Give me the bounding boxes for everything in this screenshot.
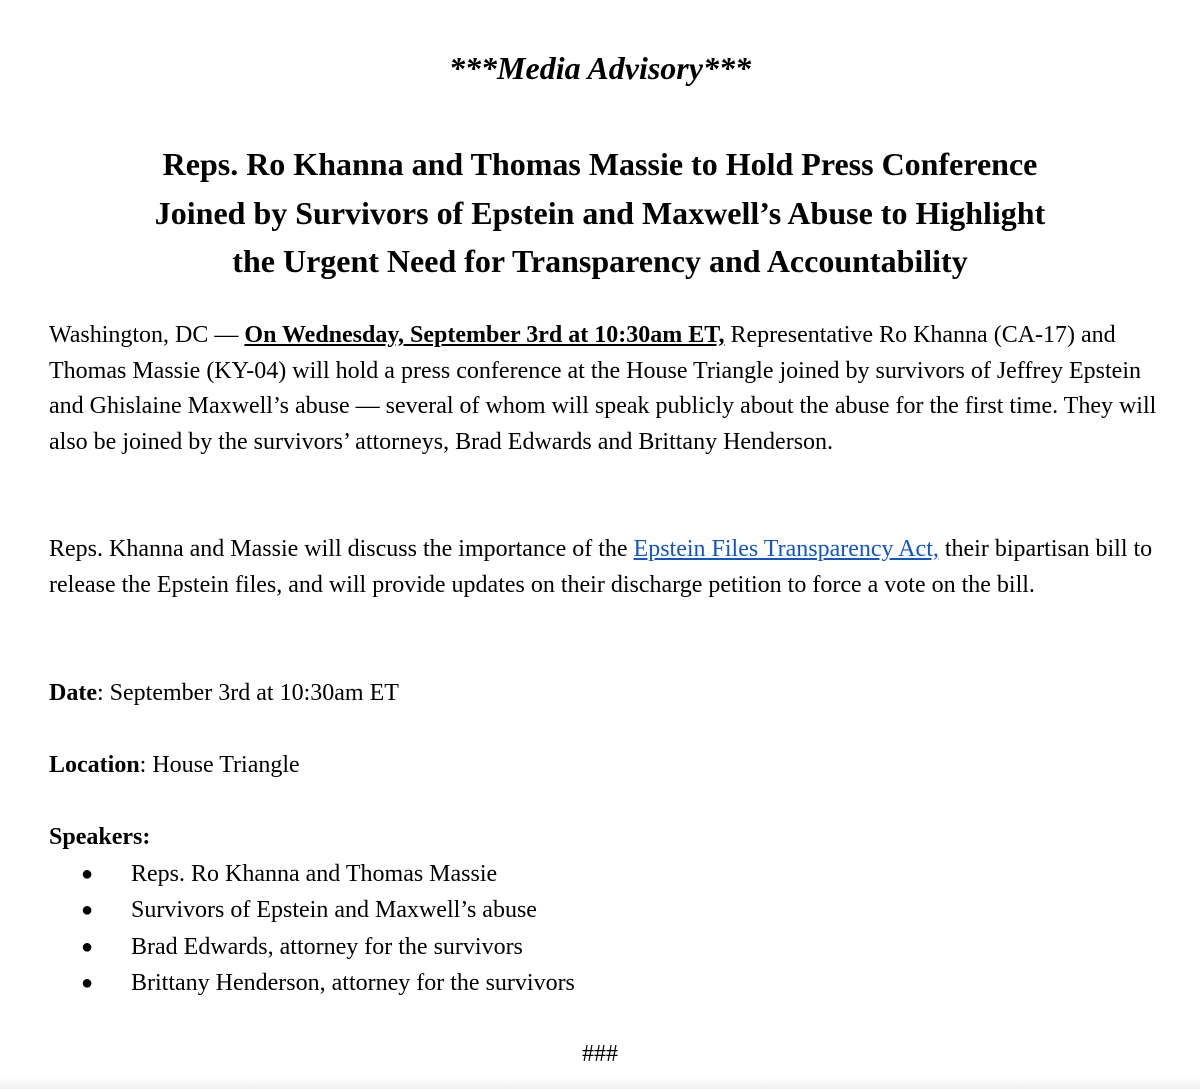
speakers-heading [49,820,1159,856]
date-line [49,676,1159,712]
intro-body: Representative Ro Khanna (CA-17) and Thomas Massie (KY-04) will hold a press conference at the House Triangle joined by survivors of Jeffrey Epstein and Ghislaine Maxwell’s abuse — several of whom will speak publicly about the abuse for the first time. They will also be joined by the survivors’ attorneys, Brad Edwards and Brittany Henderson. [49,322,1157,455]
epstein-files-act-link[interactable]: Epstein Files Transparency Act, [633,536,939,562]
location-value: : House Triangle [139,752,300,778]
date-value: : September 3rd at 10:30am ET [96,680,399,706]
location-label: Location [49,752,140,778]
bullet-icon: ● [81,899,94,922]
bullet-icon: ● [81,863,94,885]
speaker-item [81,965,575,1001]
speaker-text: Survivors of Epstein and Maxwell’s abuse [131,897,537,924]
dateline: Washington, DC — [49,322,245,348]
end-of-release-mark: ### [582,1041,618,1067]
speaker-text: Brittany Henderson, attorney for the survivors [131,969,575,996]
bill-paragraph [49,532,1159,603]
location-line [49,748,1159,784]
speakers-list [81,856,575,1001]
intro-paragraph [49,318,1159,460]
speaker-item [81,856,575,892]
event-time-highlight: On Wednesday, September 3rd at 10:30am ET, [244,322,725,348]
bill-paragraph-rest: their bipartisan bill to release the Epstein files, and will provide updates on their discharge petition to force a vote on the bill. [49,536,1153,598]
media-advisory-label: ***Media Advisory*** [449,50,751,86]
headline [40,140,1160,286]
bullet-icon: ● [81,971,94,994]
date-label: Date [49,680,97,706]
speakers-label: Speakers: [49,824,151,850]
bill-paragraph-lead: Reps. Khanna and Massie will discuss the importance of the [49,536,634,562]
headline-line-3: the Urgent Need for Transparency and Accountability [232,243,968,279]
bullet-icon: ● [81,935,94,958]
speaker-item [81,929,575,965]
headline-line-2: Joined by Survivors of Epstein and Maxwell’s Abuse to Highlight [154,194,1046,231]
speaker-item [81,892,575,928]
page-bottom-edge [0,1077,1200,1089]
speaker-text: Reps. Ro Khanna and Thomas Massie [131,861,498,887]
headline-line-1: Reps. Ro Khanna and Thomas Massie to Hold Press Conference [162,146,1038,182]
speaker-text: Brad Edwards, attorney for the survivors [131,933,523,960]
